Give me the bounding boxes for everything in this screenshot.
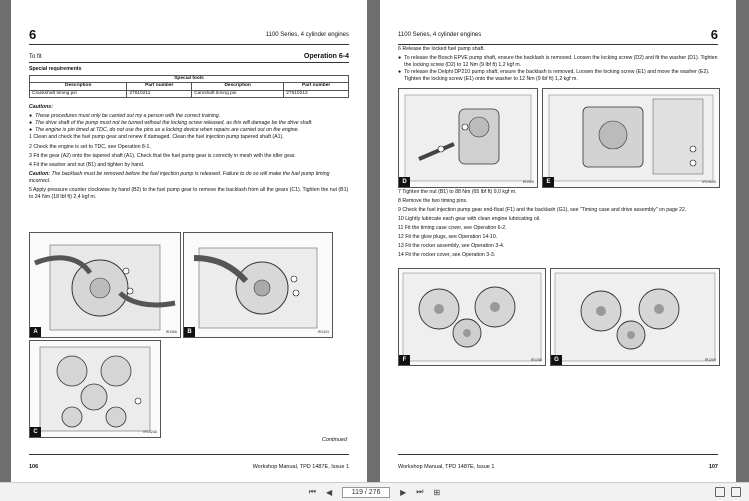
table-header: Part number [127,83,192,90]
figure-label: D [399,177,410,187]
cautions-heading: Cautions: [29,104,53,111]
page-number: 106 [29,463,39,470]
footer-rule [29,454,349,455]
step-text: 3 Fit the gear (A2) onto the tapered shaft (A1). Check that the fuel pump gear is correctly in mesh with the idler gear. [29,152,296,159]
special-tools-table [29,75,349,98]
header-rule [29,44,349,45]
engine-gear-illustration [184,233,332,337]
figure-ref: IR1424A [143,430,157,435]
section-title: To fit [29,54,42,60]
figure-a [29,232,181,338]
engine-gear-illustration [30,341,160,437]
step-text: 11 Fit the timing case cover, see Operation 6-2. [398,225,507,232]
table-header: Part number [284,83,349,90]
footer-text: Workshop Manual, TPD 1487E, Issue 1 [398,463,495,470]
fuel-pump-illustration [543,89,719,187]
figure-label: B [184,327,195,337]
first-page-icon[interactable]: ⏮ [308,487,316,496]
step-text: 1 Clean and check the fuel pump gear and renew if damaged. Clean the fuel injection pump tapered shaft (A1). [29,134,284,141]
caution-item: ● The engine is pin timed at TDC, do not use the pins as a locking device when repairs are carried out on the engine. [29,127,299,134]
table-header: Description [192,83,284,90]
left-page [11,0,367,482]
chapter-number: 6 [29,27,37,42]
figure-label: A [30,327,41,337]
caution-item: ● These procedures must only be carried out my a person with the correct training. [29,113,221,120]
timing-gears-illustration [551,269,719,365]
step-text: 5 Apply pressure counter clockwise by hand (B2) to the fuel pump gear to remove the backlash from all the gears (C1). Tighten the nut (B1) to 24 Nm (18 lbf ft) 2,4 kgf m. [29,186,349,200]
figure-ref: IR1424 [317,330,329,335]
step-text: 12 Fit the glow plugs, see Operation 14-10. [398,234,498,241]
fuel-pump-illustration [399,89,537,187]
figure-ref: IR1269 [704,358,716,363]
step-text: 8 Remove the two timing pins. [398,198,468,205]
footer-rule [398,454,718,455]
table-cell: 27610212 [284,90,349,97]
table-row [30,90,349,97]
figure-ref: IR1954S [702,180,716,185]
step-text: 6 Release the locked fuel pump shaft. [398,46,485,52]
caution-inline-text: The backlash must be removed before the fuel injection pump is released. Failure to do so will make the fuel pump timing incorrect. [29,170,330,184]
step-text: 7 Tighten the nut (B1) to 88 Nm (65 lbf ft) 9,0 kgf m. [398,189,517,195]
bullet-item: ● To release the Delphi DP210 pump shaft, ensure the backlash is removed. Loosen the locking screw (E1) and move the washer (E2). Tighten the locking screw (E1) onto the washer to 12 Nm (9 lbf ft) 1,2 kgf m. [398,69,710,83]
zoom-icon[interactable]: ⊞ [433,487,441,497]
figure-c [29,340,161,438]
figure-g [550,268,720,366]
table-header: Description [30,83,127,90]
viewer-toolbar [0,482,749,501]
previous-page-icon[interactable]: ◀ [325,487,333,497]
figure-label: E [543,177,554,187]
section-rule [29,62,349,63]
chapter-number: 6 [710,27,718,42]
footer-text: Workshop Manual, TPD 1487E, Issue 1 [252,463,349,470]
fullscreen-icon[interactable] [715,487,725,497]
figure-b [183,232,333,338]
step-text: 4 Fit the washer and nut (B1) and tighten by hand. [29,161,145,168]
figure-e [542,88,720,188]
settings-icon[interactable] [731,487,741,497]
figure-ref: IR1268 [530,358,542,363]
timing-gears-illustration [399,269,545,365]
figure-ref: IR1969 [522,180,534,185]
page-number: 107 [708,463,718,470]
figure-d [398,88,538,188]
table-cell: Camshaft timing pin [192,90,284,97]
step-text: 13 Fit the rocker assembly, see Operation 3-4. [398,243,505,250]
step-text: 2 Check the engine is set to TDC, see Operation 8-1. [29,143,151,150]
special-requirements-heading: Special requirements [29,66,82,72]
step-text: 10 Lightly lubricate each gear with clean engine lubricating oil. [398,216,541,223]
bullet-item: ● To release the Bosch EPVE pump shaft, ensure the backlash is removed. Loosen the locking screw (D2) and fit the washer (D1). Tighten the locking screw (D2) to 12 Nm (9 lbf ft) 1,2 kgf m. [398,55,718,69]
figure-label: C [30,427,41,437]
table-cell: Crankshaft timing pin [30,90,127,97]
step-text: 9 Check the fuel injection pump gear end-float (F1) and the backlash (G1), see "Timing case and drive assembly" on page 22. [398,207,687,214]
operation-title: Operation 6-4 [303,53,349,60]
next-page-icon[interactable]: ▶ [400,487,407,497]
caution-inline-label: Caution: [29,170,51,177]
continued-note: Continued [321,437,347,443]
page-number-input[interactable]: 119 / 276 [342,487,390,498]
table-title: Special tools [30,76,349,83]
caution-item: ● The drive shaft of the pump must not be turned without the locking screw released, as this will damage be the drive shaft. [29,120,313,127]
header-rule [398,44,718,45]
figure-f [398,268,546,366]
engine-gear-illustration [30,233,180,337]
series-title: 1100 Series, 4 cylinder engines [398,32,482,38]
series-title: 1100 Series, 4 cylinder engines [265,32,349,38]
table-cell: 27610211 [127,90,192,97]
figure-ref: IR1966 [165,330,177,335]
right-page [380,0,736,482]
figure-label: G [551,355,562,365]
figure-label: F [399,355,410,365]
last-page-icon[interactable]: ⏭ [416,487,424,496]
step-text: 14 Fit the rocker cover, see Operation 3-3. [398,252,496,259]
